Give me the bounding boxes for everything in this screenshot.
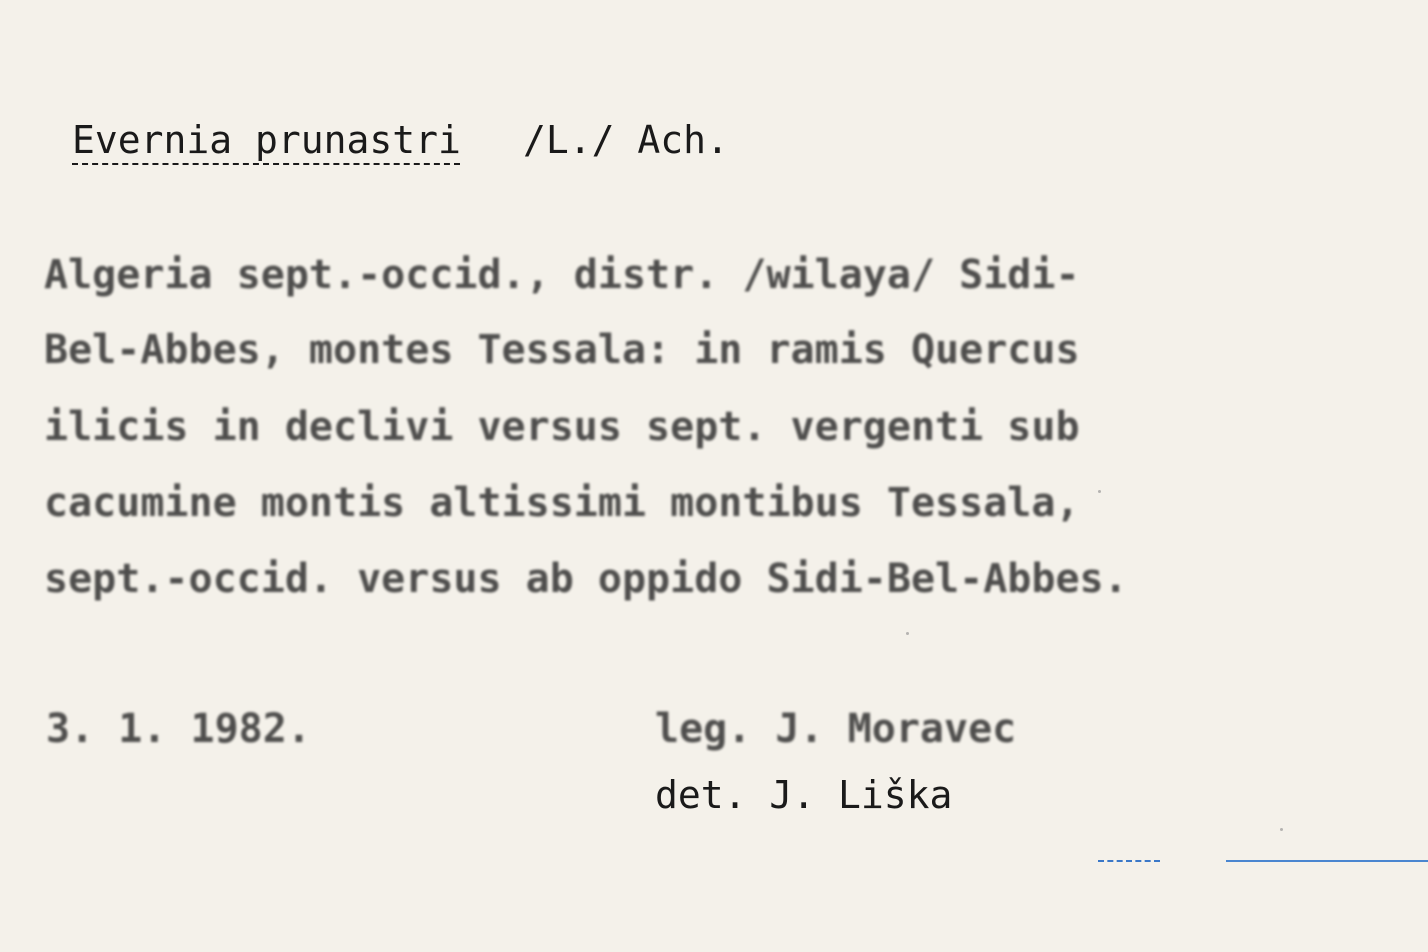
locality-line-5: sept.-occid. versus ab oppido Sidi-Bel-Abbes. <box>44 556 1128 602</box>
paper-speck <box>1280 828 1283 831</box>
determiner-line: det. J. Liška <box>655 773 953 817</box>
blue-ink-mark-long <box>1226 860 1428 862</box>
collector-line: leg. J. Moravec <box>655 706 1017 752</box>
paper-speck <box>1098 490 1101 493</box>
locality-line-3: ilicis in declivi versus sept. vergenti sub <box>44 404 1080 450</box>
species-author: /L./ Ach. <box>522 118 729 162</box>
blue-ink-mark-short <box>1098 860 1160 862</box>
collection-date: 3. 1. 1982. <box>46 706 311 752</box>
locality-line-2: Bel-Abbes, montes Tessala: in ramis Quercus <box>44 327 1080 373</box>
taxon-heading <box>72 118 729 162</box>
locality-line-4: cacumine montis altissimi montibus Tessala, <box>44 480 1080 526</box>
locality-line-1: Algeria sept.-occid., distr. /wilaya/ Sidi- <box>44 252 1080 298</box>
species-name: Evernia prunastri <box>72 118 461 162</box>
paper-speck <box>906 632 909 635</box>
